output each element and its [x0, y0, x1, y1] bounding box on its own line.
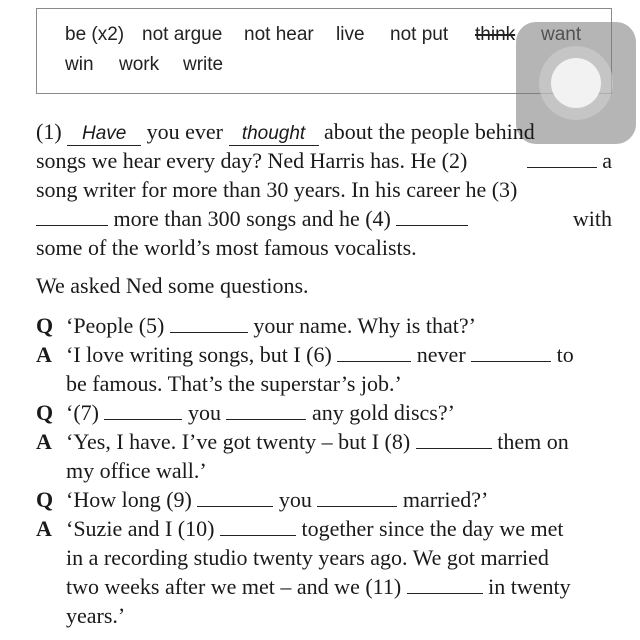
- answer-6-line-2: be famous. That’s the superstar’s job.’: [66, 371, 402, 396]
- question-9: Q ‘How long (9) you married?’: [36, 487, 489, 512]
- word-win: win: [65, 54, 94, 75]
- answer-8-line-1: A ‘Yes, I have. I’ve got twenty – but I (8) them on: [36, 429, 569, 454]
- answer-blank-7b: [226, 399, 306, 420]
- q-label: Q: [36, 313, 54, 338]
- question-7: Q ‘(7) you any gold discs?’: [36, 400, 455, 425]
- word-work: work: [119, 54, 160, 75]
- answer-blank-1: Have: [67, 123, 141, 146]
- a-label: A: [36, 342, 52, 367]
- answer-11-line-1: two weeks after we met – and we (11) in twenty: [66, 574, 571, 599]
- answer-blank-6b: [471, 341, 551, 362]
- answer-blank-5: [170, 312, 248, 333]
- answer-blank-4: [396, 205, 468, 226]
- answer-blank-8: [416, 428, 492, 449]
- answer-blank-3: [36, 205, 108, 226]
- answer-blank-11: [407, 573, 483, 594]
- a-label: A: [36, 516, 52, 541]
- answer-11-line-2: years.’: [66, 603, 126, 628]
- paragraph-line-5: some of the world’s most famous vocalists.: [36, 235, 417, 260]
- answer-10-line-2: in a recording studio twenty years ago. We got married: [66, 545, 549, 570]
- answer-blank-7: [104, 399, 182, 420]
- word-not-hear: not hear: [244, 24, 314, 45]
- paragraph-line-1: (1) Have you ever thought about the people behind: [36, 119, 535, 144]
- word-write: write: [183, 54, 224, 75]
- word-think-crossed-out: think: [475, 24, 516, 45]
- answer-6-line-1: A ‘I love writing songs, but I (6) never to: [36, 342, 574, 367]
- paragraph-line-4: more than 300 songs and he (4) with: [36, 205, 612, 233]
- intro-text: We asked Ned some questions.: [36, 273, 309, 298]
- paragraph-line-3: song writer for more than 30 years. In his career he (3): [36, 177, 518, 202]
- answer-blank-9: [197, 486, 273, 507]
- word-live: live: [336, 24, 365, 45]
- answer-blank-6: [337, 341, 411, 362]
- paragraph-line-2: songs we hear every day? Ned Harris has. He (2) a: [36, 148, 612, 173]
- q-label: Q: [36, 487, 54, 512]
- answer-blank-2: [527, 147, 597, 168]
- answer-10-line-1: A ‘Suzie and I (10) together since the day we met: [36, 516, 564, 541]
- q-label: Q: [36, 400, 54, 425]
- word-not-put: not put: [390, 24, 449, 45]
- a-label: A: [36, 429, 52, 454]
- assistive-touch-dot: [551, 58, 601, 108]
- word-not-argue: not argue: [142, 24, 223, 45]
- answer-8-line-2: my office wall.’: [66, 458, 207, 483]
- answer-blank-9b: [317, 486, 397, 507]
- question-5: Q ‘People (5) your name. Why is that?’: [36, 313, 476, 338]
- answer-blank-10: [220, 515, 296, 536]
- word-be: be (x2): [65, 24, 125, 45]
- answer-blank-1b: thought: [229, 123, 319, 146]
